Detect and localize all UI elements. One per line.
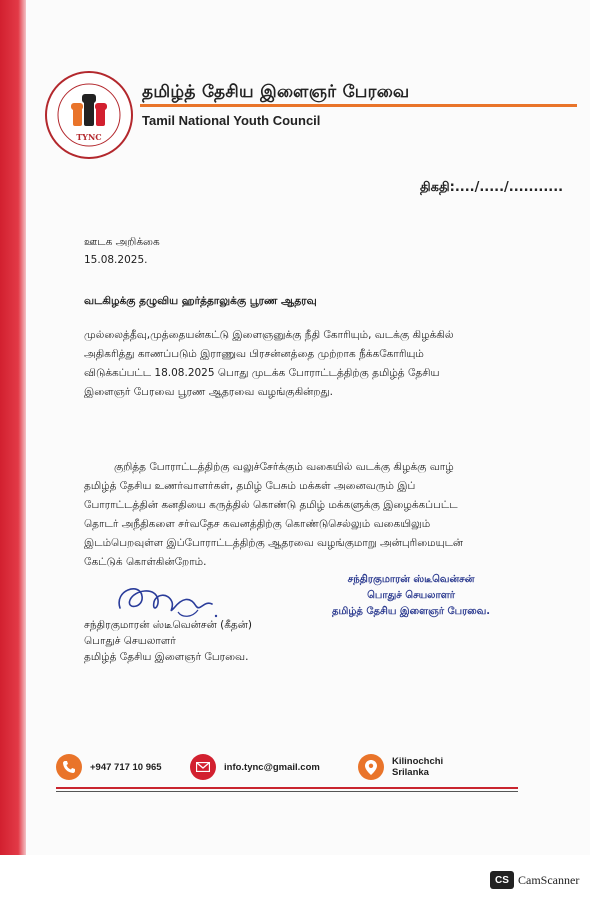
- date-field: திகதி:..../...../...........: [420, 180, 564, 195]
- phone-number: +947 717 10 965: [90, 761, 162, 773]
- phone-icon: [56, 754, 82, 780]
- logo-text: TYNC: [76, 132, 102, 142]
- paragraph-line: இடம்பெறவுள்ள இப்போராட்டத்திற்கு ஆதரவை வழங்குமாறு அன்புரிமையுடன்: [84, 537, 464, 549]
- stamp-line: தமிழ்த் தேசிய இளைஞர் பேரவை.: [332, 606, 491, 617]
- location-line: Kilinochchi: [392, 756, 444, 767]
- letter-type: ஊடக அறிக்கை: [84, 236, 160, 248]
- paragraph-line: இளைஞர் பேரவை பூரண ஆதரவை வழங்குகின்றது.: [84, 386, 333, 398]
- location-line: Srilanka: [392, 767, 429, 778]
- header-divider: [140, 104, 577, 107]
- footer-contacts: [56, 752, 526, 782]
- stamp-line: பொதுச் செயலாளர்: [367, 590, 455, 601]
- camscanner-label: CamScanner: [518, 872, 580, 887]
- location-text: [392, 756, 443, 778]
- signature-block: [84, 617, 252, 665]
- paragraph-line: முல்லைத்தீவு,முத்தையன்கட்டு இளைஞனுக்கு நீதி கோரியும், வடக்கு கிழக்கில்: [84, 329, 454, 341]
- footer-location: [358, 752, 443, 782]
- paragraph-2: [84, 458, 463, 572]
- paragraph-line: குறித்த போராட்டத்திற்கு வலுச்சேர்க்கும் வகையில் வடக்கு கிழக்கு வாழ்: [114, 461, 454, 473]
- camscanner-watermark: [490, 871, 579, 889]
- org-name-tamil: தமிழ்த் தேசிய இளைஞர் பேரவை: [142, 82, 410, 102]
- paragraph-line: அதிகரித்து காணப்படும் இராணுவ பிரசன்னத்தை முற்றாக நீக்ககோரியும்: [84, 348, 424, 360]
- official-stamp: [332, 572, 490, 620]
- paragraph-line: கேட்டுக் கொள்கின்றோம்.: [84, 556, 207, 568]
- red-side-bar: [0, 0, 26, 855]
- footer-divider: [56, 787, 518, 789]
- paragraph-1: [84, 326, 454, 402]
- email-icon: [190, 754, 216, 780]
- paragraph-line: போராட்டத்தின் கனதியை கருத்தில் கொண்டு தமிழ் மக்களுக்கு இழைக்கப்பட்ட: [84, 499, 458, 511]
- footer-phone: [56, 752, 162, 782]
- signatory-name: சந்திரகுமாரன் ஸ்டீவென்சன் (கீதன்): [84, 619, 253, 631]
- signatory-title: பொதுச் செயலாளர்: [84, 635, 176, 647]
- paragraph-line: விடுக்கப்பட்ட 18.08.2025 பொது முடக்க போராட்டத்திற்கு தமிழ்த் தேசிய: [84, 367, 440, 379]
- stamp-line: சந்திரகுமாரன் ஸ்டீவென்சன்: [347, 574, 475, 585]
- footer-email: [190, 752, 320, 782]
- paragraph-line: தமிழ்த் தேசிய உணர்வாளர்கள், தமிழ் பேசும் மக்கள் அனைவரும் இப்: [84, 480, 416, 492]
- letter-subject: வடகிழக்கு தழுவிய ஹர்த்தாலுக்கு பூரண ஆதரவு: [84, 295, 317, 307]
- email-address: info.tync@gmail.com: [224, 761, 320, 773]
- paragraph-line: தொடர் அநீதிகளை சர்வதேச கவனத்திற்கு கொண்டுசெல்லும் வகையிலும்: [84, 518, 431, 530]
- footer-divider-thin: [56, 791, 518, 792]
- location-pin-icon: [358, 754, 384, 780]
- tync-logo: [44, 70, 134, 160]
- letter-date: 15.08.2025.: [84, 254, 148, 266]
- org-name-english: Tamil National Youth Council: [142, 113, 321, 128]
- handwritten-signature: [112, 578, 232, 620]
- camscanner-badge: CS: [490, 871, 514, 889]
- signatory-org: தமிழ்த் தேசிய இளைஞர் பேரவை.: [84, 651, 249, 663]
